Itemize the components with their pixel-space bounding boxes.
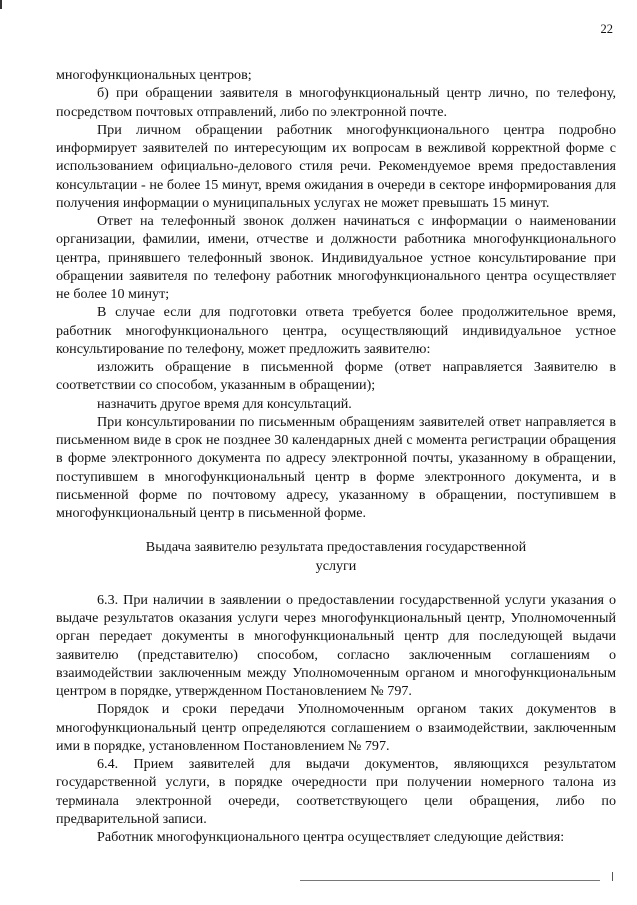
paragraph: Ответ на телефонный звонок должен начинаться с информации о наименовании организации, фамилии, имени, отчестве и должности работника многофункционального центра, принявшего телефонный звонок. Индивидуальное устное консультирование при обращении заявителя по телефону работник многофункционального центра осуществляет не более 10 минут; (56, 213, 616, 302)
page-number: 22 (600, 22, 613, 36)
paragraph: изложить обращение в письменной форме (ответ направляется Заявителю в соответствии со способом, указанным в обращении); (56, 359, 616, 394)
paragraph: 6.3. При наличии в заявлении о предоставлении государственной услуги указания о выдаче результатов оказания услуги через многофункциональный центр, Уполномоченный орган передает документы в многофункциональный центр для последующей выдачи заявителю (представителю) способом, согласно заключенным соглашениям о взаимодействии заключенным между Уполномоченным органом и многофункциональным центром в порядке, утвержденном Постановлением № 797. (56, 591, 616, 699)
paragraph: назначить другое время для консультаций. (97, 395, 352, 412)
paragraph: При личном обращении работник многофункционального центра подробно информирует заявителей по интересующим их вопросам в вежливой корректной форме с использованием официально-делового стиля речи. Рекомендуемое время предоставления консультации - не более 15 минут, время ожидания в очереди в секторе информирования для получения информации о муниципальных услугах не может превышать 15 минут. (56, 121, 616, 211)
paragraphs-top (56, 66, 616, 522)
document-body (56, 66, 616, 846)
paragraph: Порядок и сроки передачи Уполномоченным органом таких документов в многофункциональный центр определяются соглашением о взаимодействии, заключенным ими в порядке, установленном Постановлением № 797. (56, 701, 616, 754)
paragraph: 6.4. Прием заявителей для выдачи документов, являющихся результатом государственной услуги, в порядке очередности при получении номерного талона из терминала электронной очереди, соответствующего цели обращения, либо по предварительной записи. (56, 756, 616, 827)
paragraph: б) при обращении заявителя в многофункциональный центр лично, по телефону, посредством почтовых отправлений, либо по электронной почте. (56, 85, 616, 120)
section-heading (56, 538, 616, 575)
paragraph: При консультировании по письменным обращениям заявителей ответ направляется в письменном виде в срок не позднее 30 календарных дней с момента регистрации обращения в форме электронного документа по адресу электронной почты, указанному в обращении, поступившем в многофункциональный центр в форме электронного документа, и в письменной форме по почтовому адресу, указанному в обращении, поступившем в многофункциональный центр в письменной форме. (56, 413, 616, 521)
paragraph: многофункциональных центров; (56, 67, 252, 83)
scan-bottom-tick (612, 872, 613, 881)
paragraphs-bottom (56, 591, 616, 847)
paragraph: Работник многофункционального центра осуществляет следующие действия: (97, 829, 565, 845)
section-heading-line: Выдача заявителю результата предоставления государственной (145, 539, 527, 556)
scan-edge-mark (0, 0, 2, 9)
paragraph: В случае если для подготовки ответа требуется более продолжительное время, работник многофункционального центра, осуществляющий индивидуальное устное консультирование по телефону, может предложить заявителю: (56, 304, 616, 357)
section-heading-line: услуги (315, 557, 357, 574)
scan-bottom-rule (300, 880, 600, 881)
